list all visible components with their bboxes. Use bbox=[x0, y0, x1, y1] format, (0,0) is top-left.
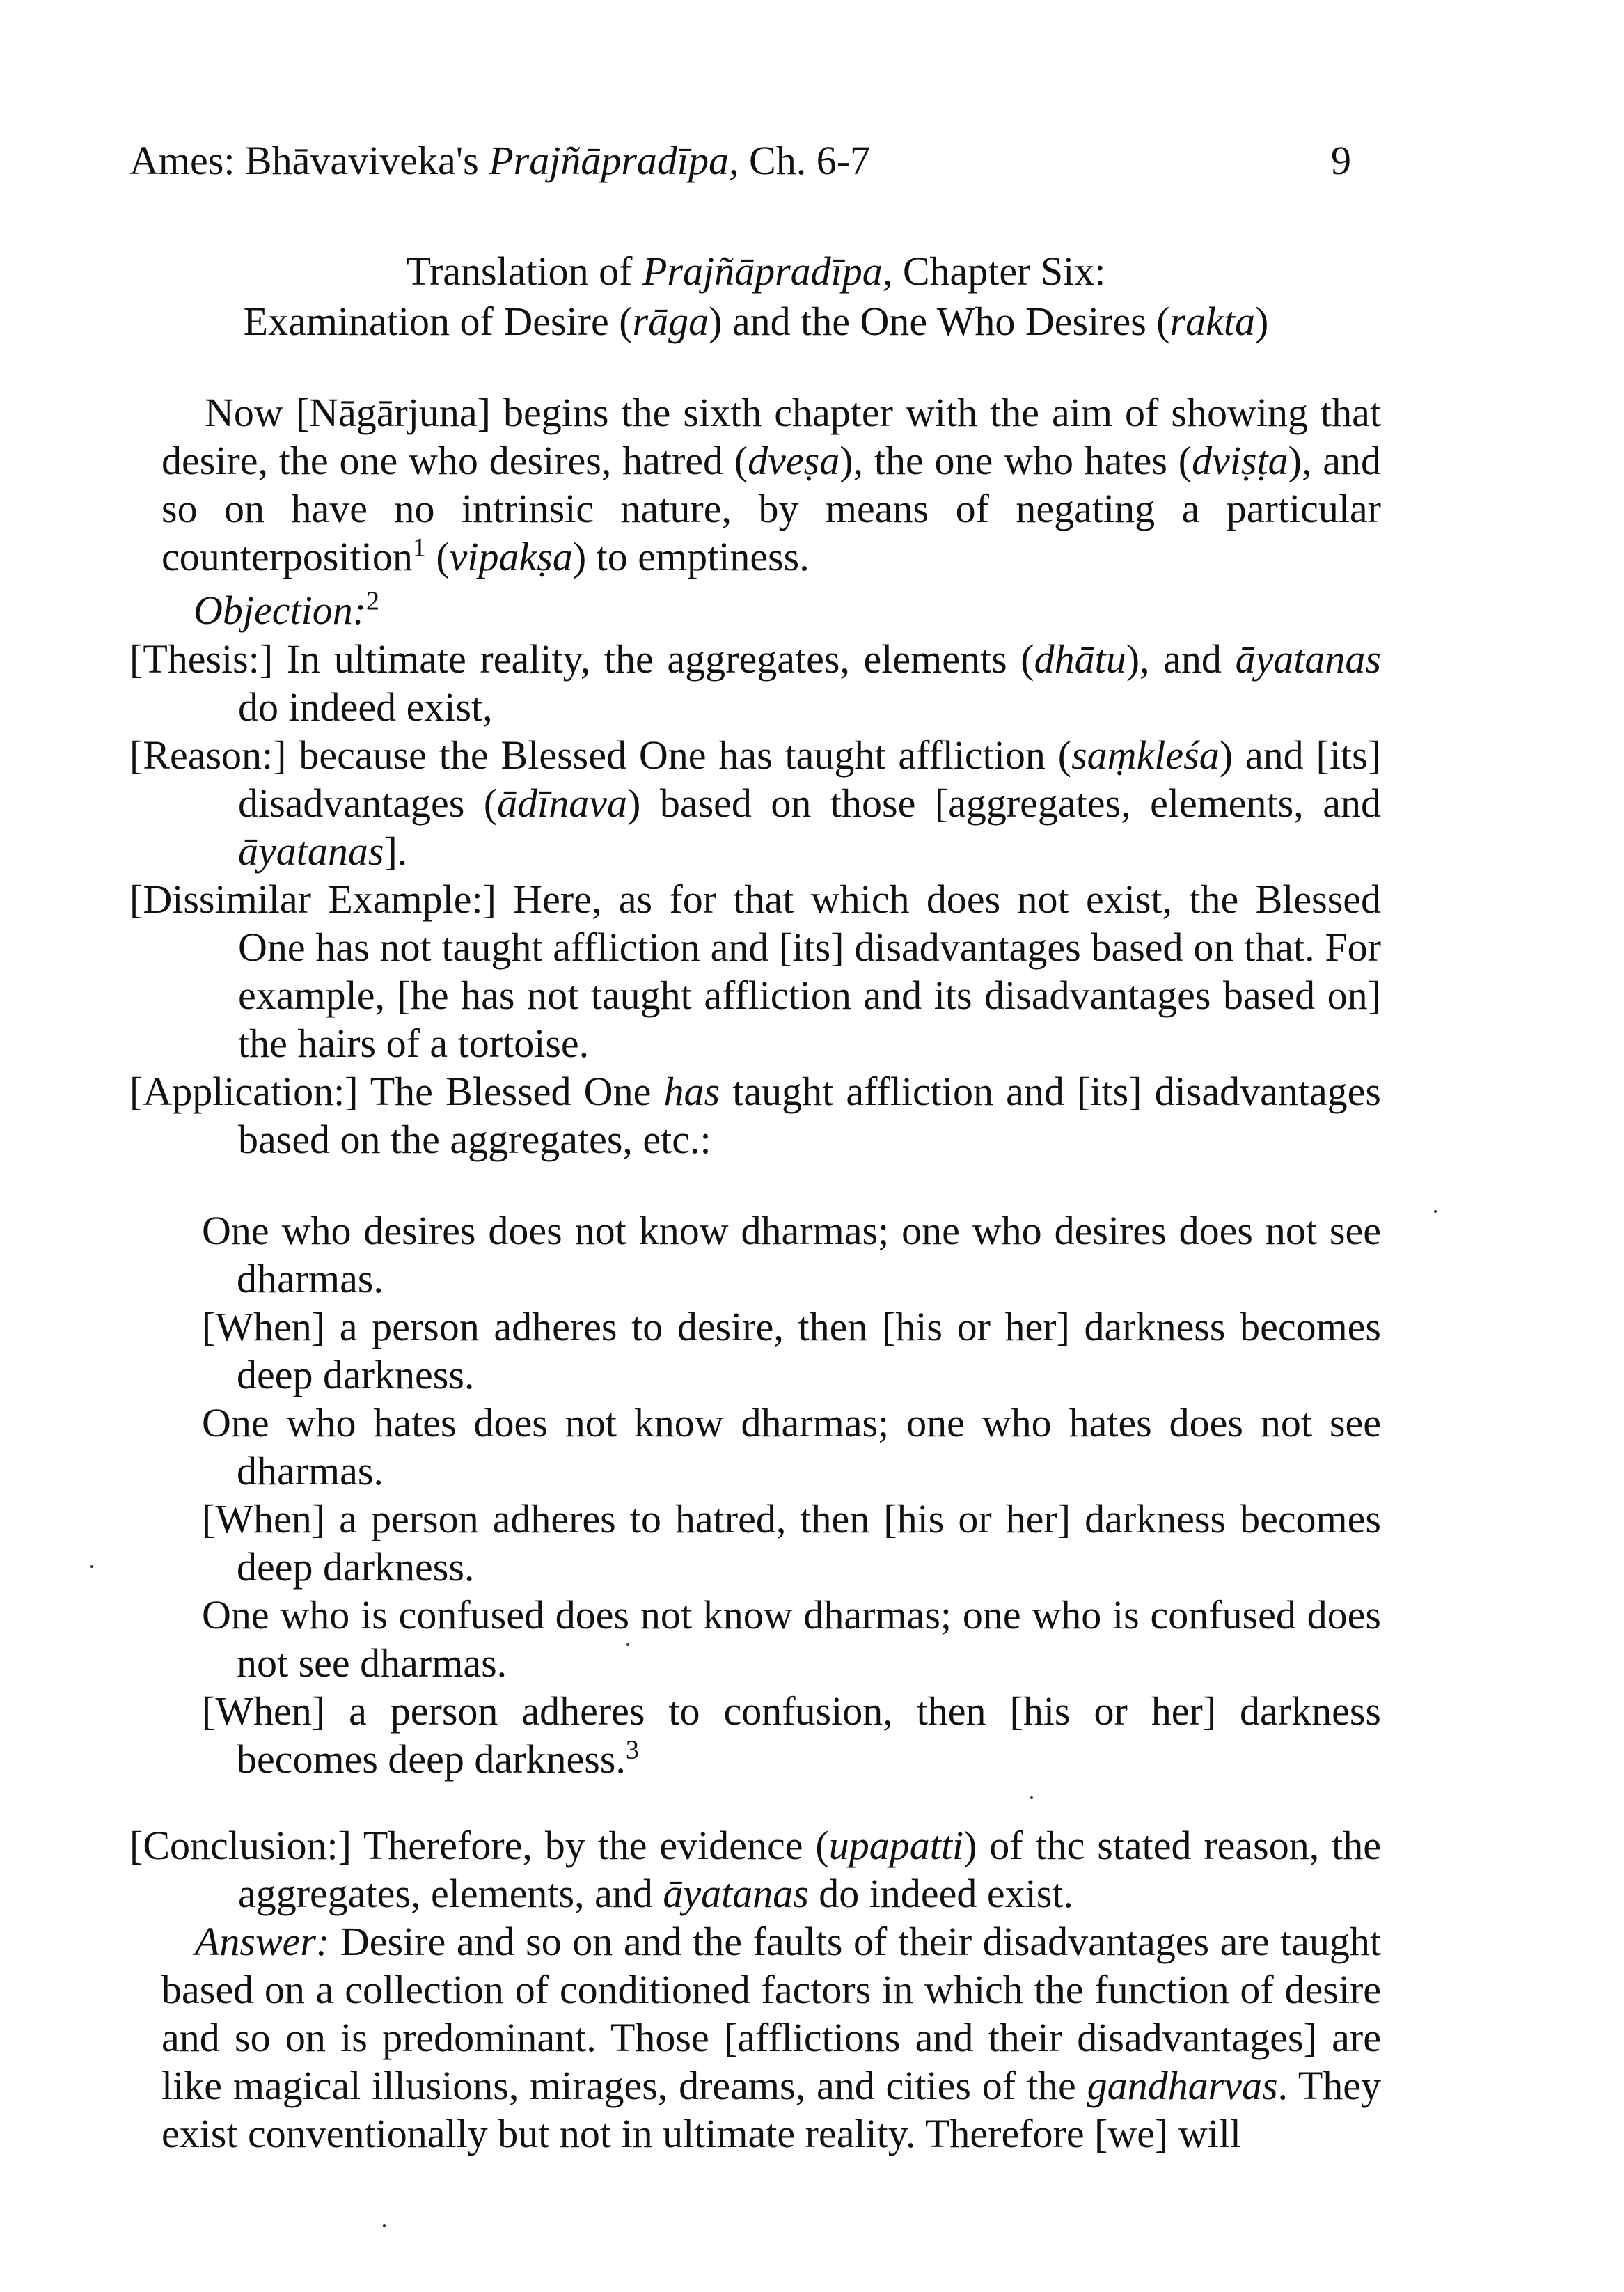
running-head-title: Prajñāpradīpa, bbox=[489, 138, 739, 183]
application: [Application:] The Blessed One has taught affliction and [its] disadvantages based on the aggregates, etc.: bbox=[129, 1069, 1382, 1162]
scan-speck bbox=[626, 1643, 629, 1646]
objection-heading: Objection:$^2$ bbox=[194, 586, 380, 633]
conclusion: [Conclusion:] Therefore, by the evidence (upapatti) of thc stated reason, the aggregates, elements, and āyatanas do indeed exist. bbox=[129, 1823, 1381, 1916]
chapter-title-line-1: Translation of Prajñāpradīpa, Chapter Six: bbox=[406, 249, 1106, 294]
verse-line: One who is confused does not know dharmas; one who is confused does not see dharmas. bbox=[202, 1592, 1381, 1686]
chapter-title bbox=[129, 246, 1382, 347]
page-number: 9 bbox=[1331, 138, 1351, 183]
running-head-author: Ames: Bhāvaviveka's bbox=[129, 138, 489, 183]
scan-speck bbox=[90, 1565, 93, 1568]
scan-speck bbox=[383, 2224, 386, 2227]
verse-line: One who hates does not know dharmas; one who hates does not see dharmas. bbox=[202, 1400, 1381, 1493]
running-head bbox=[129, 136, 1382, 185]
reason: [Reason:] because the Blessed One has taught affliction (saṃkleśa) and [its] disadvantages (ādīnava) based on those [aggregates, elements, and āyatanas]. bbox=[129, 732, 1381, 874]
footnote-marker: 3 bbox=[625, 1735, 639, 1765]
thesis: [Thesis:] In ultimate reality, the aggregates, elements (dhātu), and āyatanas do indeed exist, bbox=[129, 636, 1381, 730]
dissimilar-example: [Dissimilar Example:] Here, as for that which does not exist, the Blessed One has not taught affliction and [its] disadvantages based on that. For example, [he has not taught affliction and its disadvantages based on] the hairs of a tortoise. bbox=[129, 877, 1382, 1066]
verse-line: One who desires does not know dharmas; one who desires does not see dharmas. bbox=[202, 1208, 1381, 1301]
intro-paragraph: Now [Nāgārjuna] begins the sixth chapter with the aim of showing that desire, the one who desires, hatred (dveṣa), the one who hates (dviṣṭa), and so on have no intrinsic nature, by means of negating a particular counterposition$^1$ (vipakṣa) to emptiness. bbox=[161, 390, 1381, 579]
verse-line: [When] a person adheres to hatred, then [his or her] darkness becomes deep darkness. bbox=[202, 1496, 1381, 1590]
footnote-marker: 1 bbox=[412, 533, 426, 563]
verse-line-with-footnote: [When] a person adheres to confusion, then [his or her] darkness becomes deep darkness.$^3$ bbox=[202, 1688, 1381, 1782]
chapter-title-line-2: Examination of Desire (rāga) and the One Who Desires (rakta) bbox=[243, 299, 1269, 344]
verse-line: [When] a person adheres to desire, then [his or her] darkness becomes deep darkness. bbox=[202, 1304, 1381, 1397]
footnote-marker: 2 bbox=[366, 586, 380, 616]
scan-speck bbox=[1434, 1210, 1437, 1213]
scan-speck bbox=[1030, 1796, 1033, 1799]
answer-paragraph: Answer: Desire and so on and the faults of their disadvantages are taught based on a collection of conditioned factors in which the function of desire and so on is predominant. Those [afflictions and their disadvantages] are like magical illusions, mirages, dreams, and cities of the gandharvas. They exist conventionally but not in ultimate reality. Therefore [we] will bbox=[161, 1919, 1381, 2156]
running-head-chapter: Ch. 6-7 bbox=[739, 138, 871, 183]
